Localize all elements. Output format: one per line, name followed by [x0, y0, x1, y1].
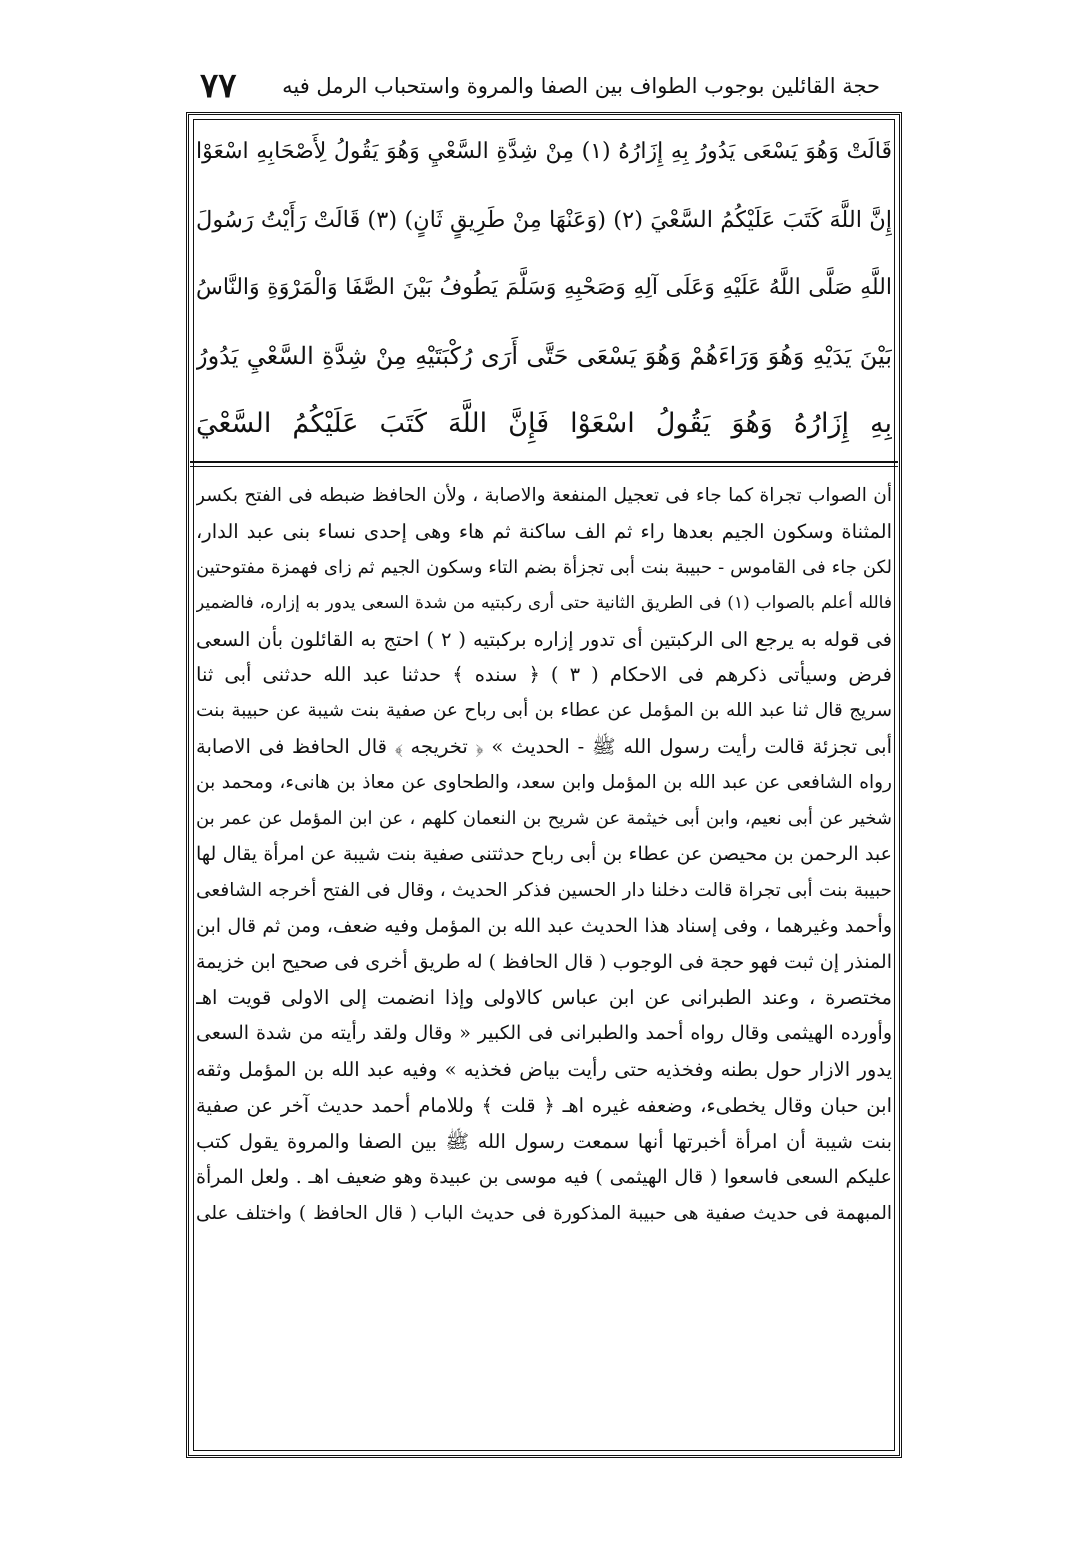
commentary-line: المنذر إن ثبت فهو حجة فى الوجوب ( قال الحافظ ) له طريق أخرى فى صحيح ابن خزيمة	[196, 950, 892, 973]
commentary-line: المبهمة فى حديث صفية هى حبيبة المذكورة فى حديث الباب ( قال الحافظ ) واختلف على	[196, 1202, 892, 1224]
commentary-line: فى قوله به يرجع الى الركبتين أى تدور إزاره بركبتيه ( ٢ ) احتج به القائلون بأن السعى	[196, 627, 892, 651]
commentary-line: مختصرة ، وعند الطبرانى عن ابن عباس كالاولى وإذا انضمت إلى الاولى قويت اهـ	[196, 986, 892, 1010]
commentary-line: سريج قال ثنا عبد الله بن المؤمل عن عطاء بن أبى رباح عن صفية بنت شيبة عن حبيبة بنت	[196, 700, 892, 722]
text-commentary-divider	[190, 461, 898, 467]
commentary-line: فرض وسيأتى ذكرهم فى الاحكام ( ٣ ) ﴿ سنده ﴾ حدثنا عبد الله حدثنى أبى ثنا	[196, 663, 892, 687]
commentary-line: عليكم السعى فاسعوا ( قال الهيثمى ) فيه موسى بن عبيدة وهو ضعيف اهـ . ولعل المرأة	[196, 1165, 892, 1188]
commentary-line: رواه الشافعى عن عبد الله بن المؤمل وابن سعد، والطحاوى عن معاذ بن هانىء، ومحمد بن	[196, 772, 892, 794]
commentary-line: شخير عن أبى نعيم، وابن أبى خيثمة عن شريح بن النعمان كلهم ، عن ابن المؤمل عن عمر بن	[196, 808, 892, 830]
commentary-text	[196, 478, 892, 1450]
page-number: ٧٧	[200, 66, 237, 106]
commentary-line: ابن حبان وقال يخطىء، وضعفه غيره اهـ ﴿ قلت ﴾ وللامام أحمد حديث آخر عن صفية	[196, 1094, 892, 1118]
commentary-line: لكن جاء فى القاموس - حبيبة بنت أبى تجزأة بضم التاء وسكون الجيم ثم زاى فهمزة مفتوحتين	[196, 556, 892, 578]
hadith-line: إِنَّ اللَّهَ كَتَبَ عَلَيْكُمُ السَّعْيَ (٢) (وَعَنْهَا مِنْ طَرِيقٍ ثَانٍ) (٣) قَالَتْ رَأَيْتُ رَسُولَ	[196, 207, 892, 233]
hadith-line: بِهِ إِزَارُهُ وَهُوَ يَقُولُ اسْعَوْا فَإِنَّ اللَّهَ كَتَبَ عَلَيْكُمُ السَّعْيَ	[196, 408, 892, 439]
commentary-line: وأورده الهيثمى وقال رواه أحمد والطبرانى فى الكبير « وقال ولقد رأيته من شدة السعى	[196, 1022, 892, 1045]
commentary-line: أن الصواب تجراة كما جاء فى تعجيل المنفعة والاصابة ، ولأن الحافظ ضبطه فى الفتح بكسر	[196, 485, 892, 506]
hadith-line: قَالَتْ وَهُوَ يَسْعَى يَدُورُ بِهِ إِزَارُهُ (١) مِنْ شِدَّةِ السَّعْيِ وَهُوَ يَقُولُ لِأَصْحَابِهِ اسْعَوْا	[196, 139, 892, 164]
commentary-line: المثناة وسكون الجيم بعدها راء ثم الف ساكنة ثم هاء وهى إحدى نساء بنى عبد الدار،	[196, 519, 892, 543]
commentary-line: وأحمد وغيرهما ، وفى إسناد هذا الحديث عبد الله بن المؤمل وفيه ضعف، ومن ثم قال ابن	[196, 914, 892, 937]
commentary-line: أبى تجزئة قالت رأيت رسول الله ﷺ - الحديث » ﴿ تخريجه ﴾ قال الحافظ فى الاصابة	[196, 735, 892, 759]
commentary-line: حبيبة بنت أبى تجراة قالت دخلنا دار الحسين فذكر الحديث ، وقال فى الفتح أخرجه الشافعى	[196, 879, 892, 901]
hadith-text	[196, 118, 892, 458]
commentary-line: بنت شيبة أن امرأة أخبرتها أنها سمعت رسول الله ﷺ بين الصفا والمروة يقول كتب	[196, 1130, 892, 1154]
commentary-line: فالله أعلم بالصواب (١) فى الطريق الثانية حتى أرى ركبتيه من شدة السعى يدور به إزاره، فالضمير	[196, 592, 892, 613]
commentary-line: عبد الرحمن بن محيصن عن عطاء بن أبى رباح حدثتنى صفية بنت شيبة عن امرأة يقال لها	[196, 842, 892, 865]
running-title: حجة القائلين بوجوب الطواف بين الصفا والمروة واستحباب الرمل فيه	[282, 74, 880, 98]
hadith-line: اللَّهِ صَلَّى اللَّهُ عَلَيْهِ وَعَلَى آلِهِ وَصَحْبِهِ وَسَلَّمَ يَطُوفُ بَيْنَ الصَّفَا وَالْمَرْوَةِ وَالنَّاسُ	[196, 275, 892, 300]
running-header	[200, 62, 880, 110]
commentary-line: يدور الازار حول بطنه وفخذيه حتى رأيت بياض فخذيه » وفيه عبد الله بن المؤمل وثقه	[196, 1058, 892, 1082]
hadith-line: بَيْنَ يَدَيْهِ وَهُوَ وَرَاءَهُمْ وَهُوَ يَسْعَى حَتَّى أَرَى رُكْبَتَيْهِ مِنْ شِدَّةِ السَّعْيِ يَدُورُ	[196, 342, 892, 370]
